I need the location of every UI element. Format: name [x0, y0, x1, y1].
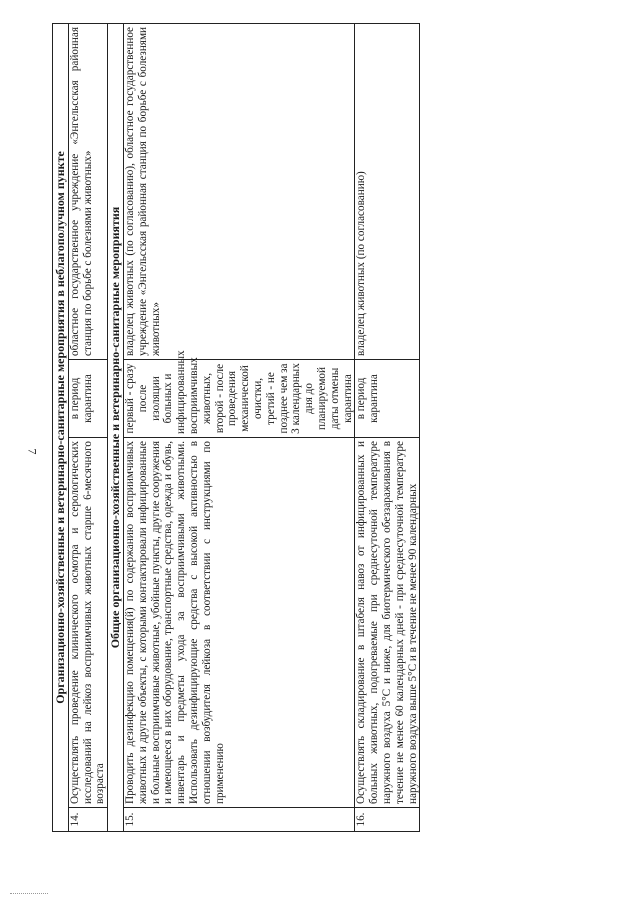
- row-term: в период карантина: [68, 360, 107, 438]
- row-number: 16.: [355, 808, 420, 832]
- section-header-row: [108, 23, 124, 831]
- row-responsible: владелец животных (по согласованию), областное государственное учреждение «Энгельсская районная станция по борьбе с болезнями животных»: [123, 23, 354, 359]
- row-term: первый - сразу после изоляции больных и инфицированных восприимчивых животных, второй - после проведения механической очистки, третий - не позднее чем за 3 календарных дня до планируемой даты отмены карантина: [123, 360, 354, 438]
- page-number: 7: [25, 448, 40, 455]
- row-action: Проводить дезинфекцию помещения(й) по содержанию восприимчивых животных и другие объекты, с которыми контактировали инфицированные и больные восприимчивые животные, убойные пункты, другие сооружения и имеющееся в них оборудование, транспортные средства, одежда и обувь, инвентарь и предметы ухода за восприимчивыми животными. Использовать дезинфицирующие средства с высокой активностью в отношении возбудителя лейкоза в соответствии с инструкциями по применению: [123, 438, 354, 808]
- section-header-row: [53, 23, 69, 831]
- section-header-2: Общие организационно-хозяйственные и ветеринарно-санитарные мероприятия: [108, 23, 124, 831]
- table-row: [68, 23, 107, 831]
- rotated-table-sheet: [52, 24, 604, 832]
- row-responsible: владелец животных (по согласованию): [355, 23, 420, 359]
- measures-table: [52, 23, 420, 832]
- row-action: Осуществлять проведение клинического осмотра и серологических исследований на лейкоз восприимчивых животных старше 6-месячного возраста: [68, 438, 107, 808]
- row-term: в период карантина: [355, 360, 420, 438]
- table-row: [123, 23, 354, 831]
- scan-artifact-line: [10, 893, 48, 894]
- row-responsible: областное государственное учреждение «Энгельсская районная станция по борьбе с болезнями животных»: [68, 23, 107, 359]
- row-number: 14.: [68, 808, 107, 832]
- row-action: Осуществлять складирование в штабеля навоз от инфицированных и больных животных, подогреваемые при среднесуточной температуре наружного воздуха 5°С и ниже, для биотермического обеззараживания в течение не менее 60 календарных дней - при среднесуточной температуре наружного воздуха выше 5°С и в течение не менее 90 календарных: [355, 438, 420, 808]
- row-number: 15.: [123, 808, 354, 832]
- section-header-1: Организационно-хозяйственные и ветеринарно-санитарные мероприятия в неблагополучном пункте: [53, 23, 69, 831]
- table-row: [355, 23, 420, 831]
